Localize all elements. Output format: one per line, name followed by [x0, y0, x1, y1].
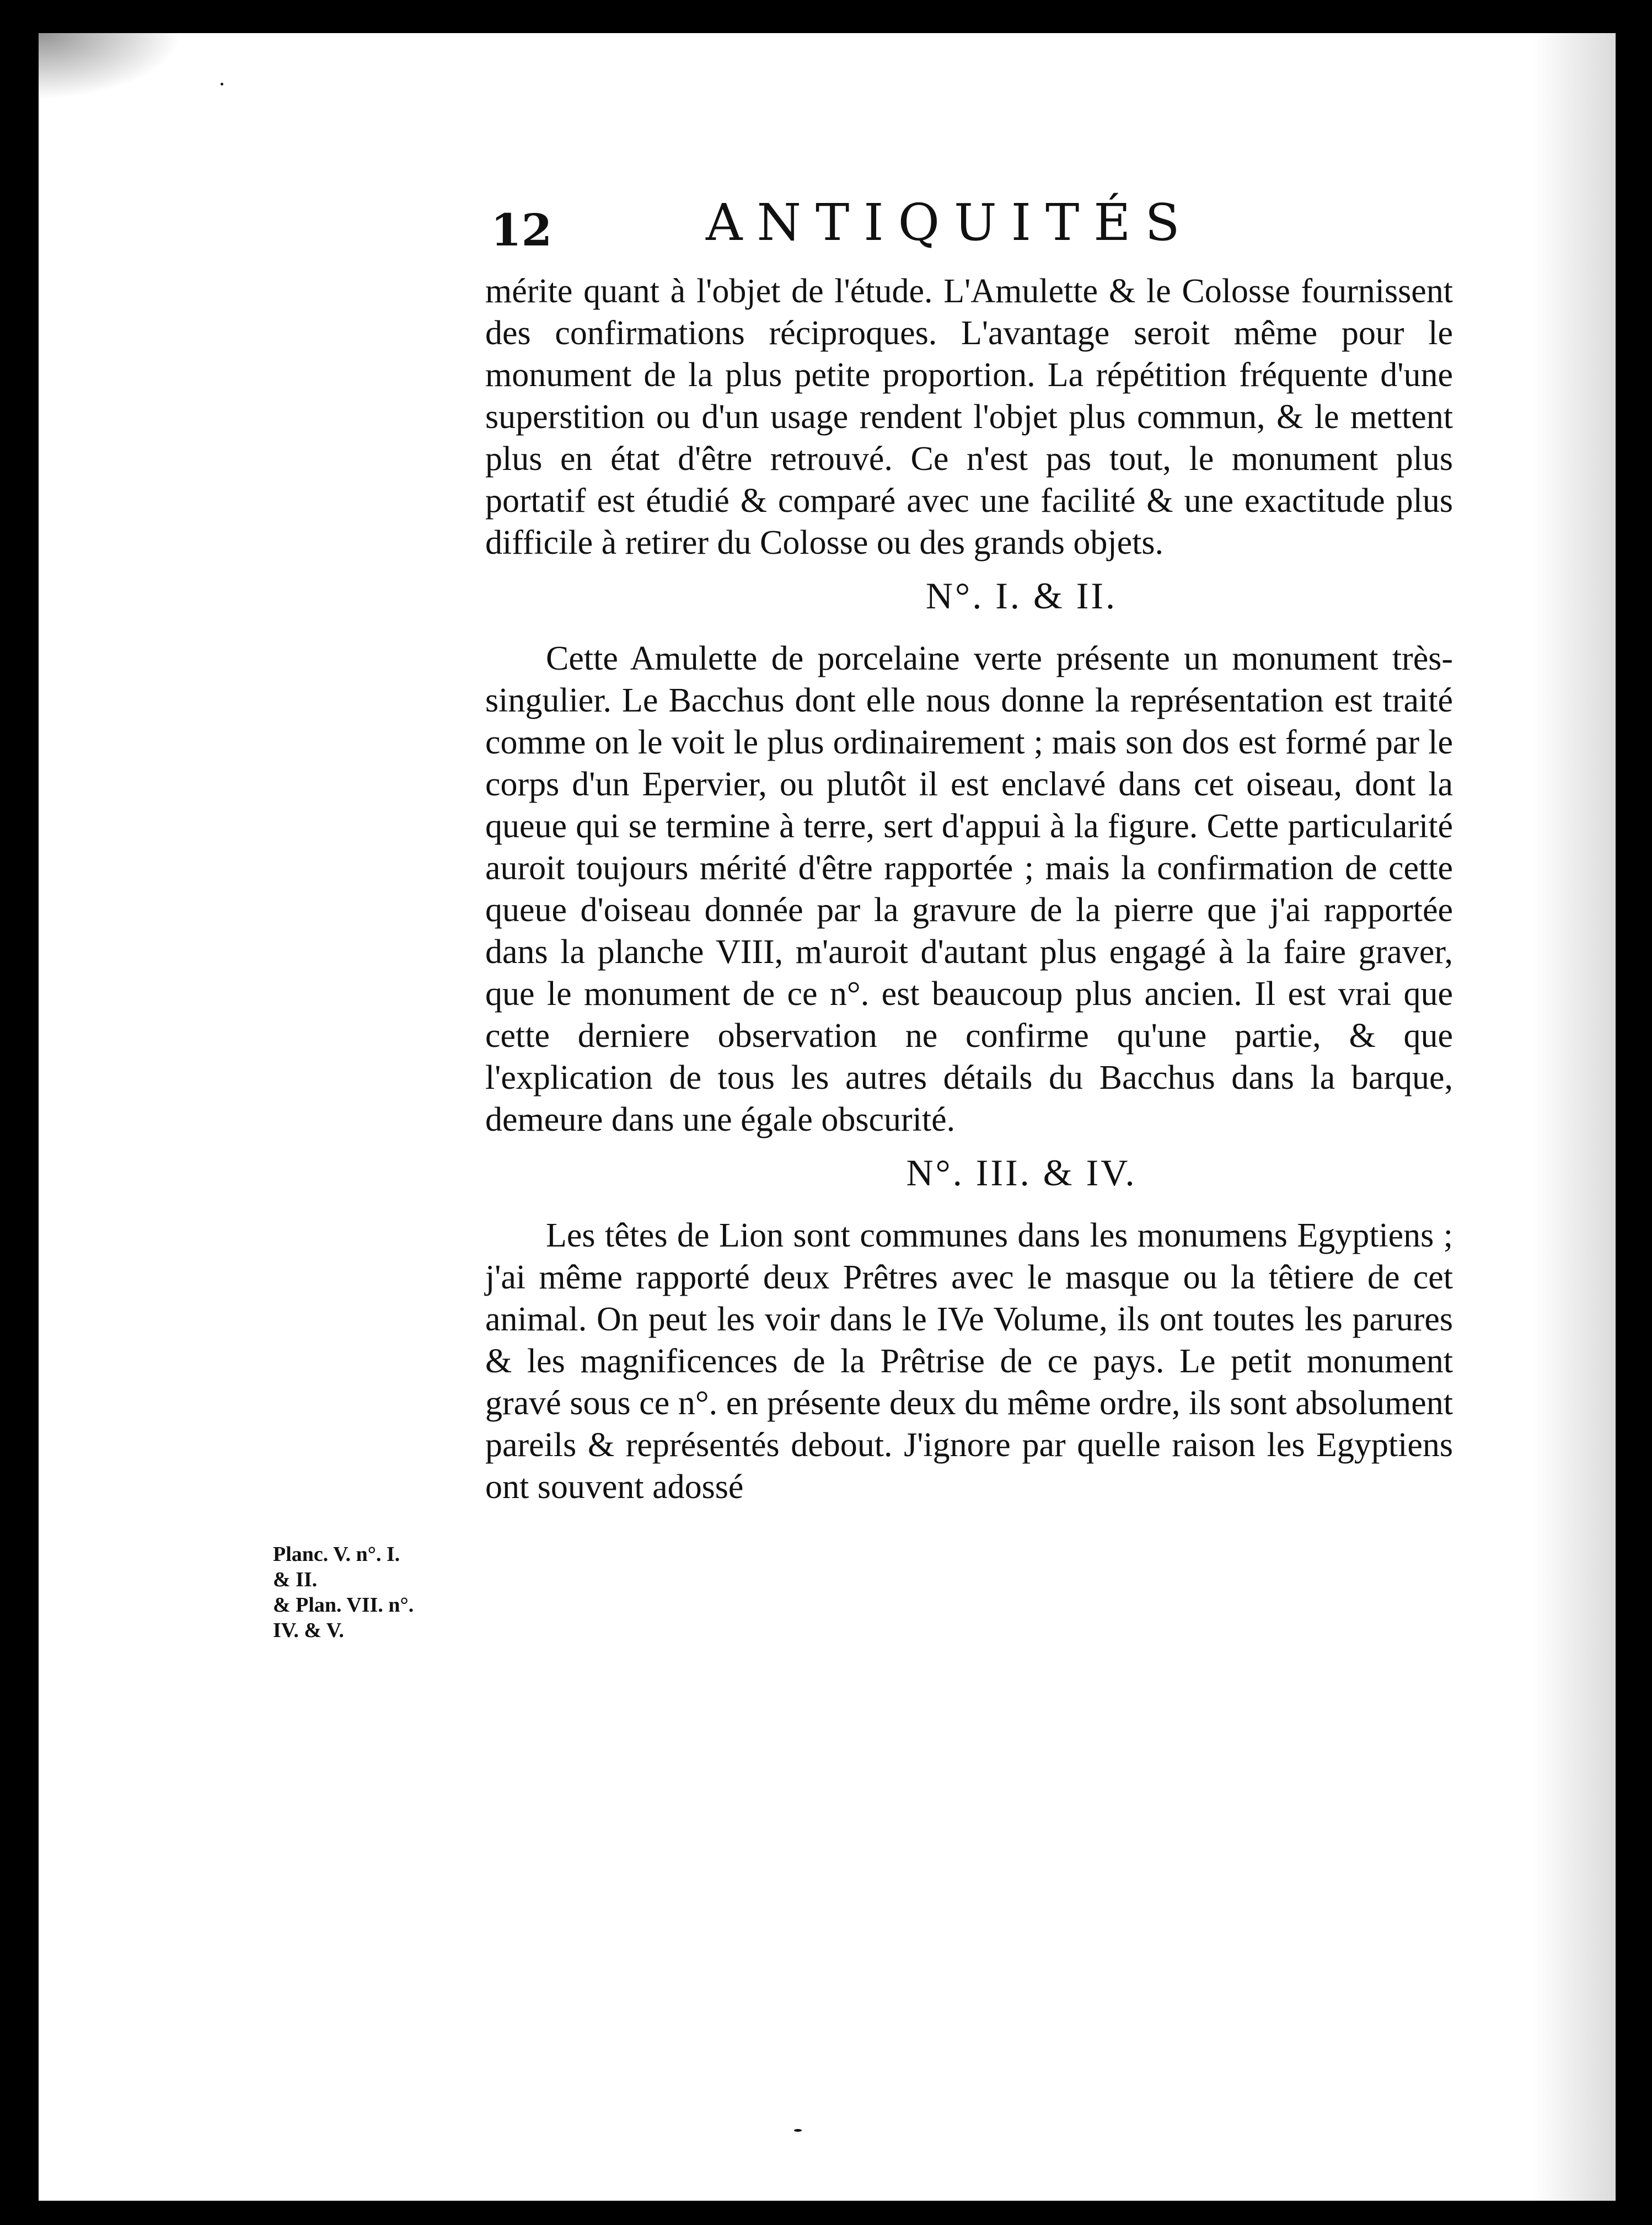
margin-note-line: & II. [273, 1568, 318, 1591]
section-1-paragraph: Cette Amulette de porcelaine verte présente un monument très-singulier. Le Bacchus dont elle nous donne la représentation est traité comme on le voit le plus ordinairement ; mais son dos est formé par le corps d'un Epervier, ou plutôt il est enclavé dans cet oiseau, dont la queue qui se termine à terre, sert d'appui à la figure. Cette particularité auroit toujours mérité d'être rapportée ; mais la confirmation de cette queue d'oiseau donnée par la gravure de la pierre que j'ai rapportée dans la planche VIII, m'auroit d'autant plus engagé à la faire graver, que le monument de ce n°. est beaucoup plus ancien. Il est vrai que cette derniere observation ne confirme qu'une partie, & que l'explication de tous les autres détails du Bacchus dans la barque, demeure dans une égale obscurité. [485, 640, 1453, 1138]
section-2-paragraph: Les têtes de Lion sont communes dans les monumens Egyptiens ; j'ai même rapporté deux Prêtres avec le masque ou la têtiere de cet animal. On peut les voir dans le IVe Volume, ils ont toutes les parures & les magnificences de la Prêtrise de ce pays. Le petit monument gravé sous ce n°. en présente deux du même ordre, ils sont absolument pareils & représentés debout. J'ignore par quelle raison les Egyptiens ont souvent adossé [485, 1217, 1453, 1506]
margin-note-line: Planc. V. n°. I. [273, 1543, 400, 1566]
margin-note [273, 1542, 482, 1643]
section-heading-2: N°. III. & IV. [906, 1152, 1137, 1194]
ink-speck [221, 83, 223, 85]
book-page [39, 33, 1616, 2201]
ink-speck [794, 2129, 802, 2132]
section-heading-1: N°. I. & II. [925, 575, 1118, 617]
page-number: 12 [491, 204, 553, 256]
opening-paragraph: mérite quant à l'objet de l'étude. L'Amulette & le Colosse fournissent des confirmations réciproques. L'avantage seroit même pour le monument de la plus petite proportion. La répétition fréquente d'une superstition ou d'un usage rendent l'objet plus commun, & le mettent plus en état d'être retrouvé. Ce n'est pas tout, le monument plus portatif est étudié & comparé avec une facilité & une exactitude plus difficile à retirer du Colosse ou des grands objets. [485, 272, 1453, 561]
running-title: ANTIQUITÉS [706, 193, 1194, 252]
margin-note-line: & Plan. VII. n°. [273, 1593, 414, 1617]
page-header [485, 182, 1450, 265]
margin-note-line: IV. & V. [273, 1619, 344, 1642]
scan-smudge [39, 33, 182, 99]
text-column [485, 270, 1453, 1508]
